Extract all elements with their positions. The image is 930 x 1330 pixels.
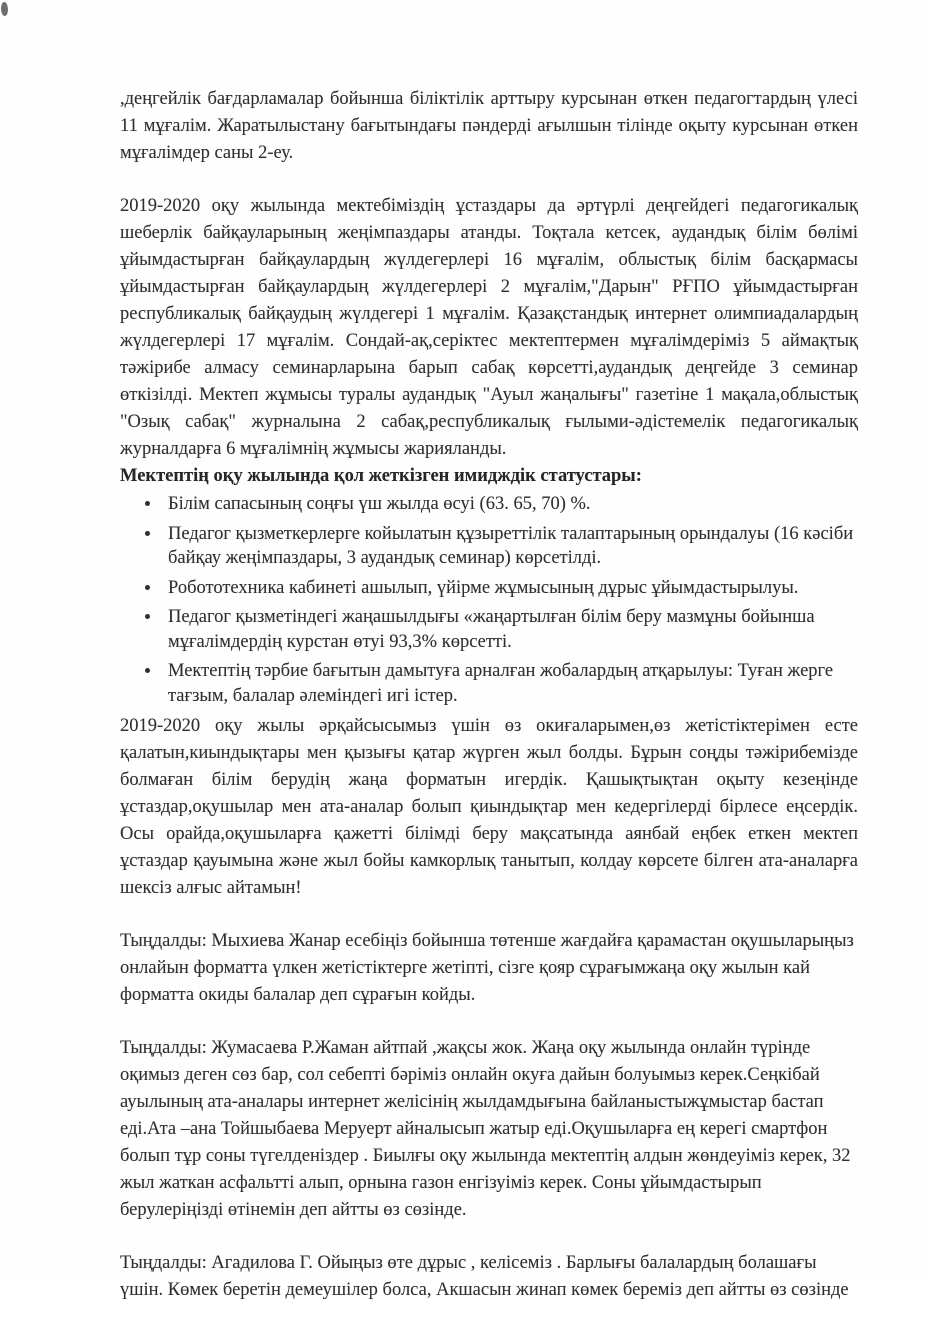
- paragraph-heard-zhumasaeva: Тыңдалды: Жумасаева Р.Жаман айтпай ,жақсы жок. Жаңа оқу жылында онлайн түрінде оқимыз деген сөз бар, сол себепті бәріміз онлайн окуға дайын болуымыз керек.Сеңкібай ауылының ата-аналары интернет желісінің жылдамдығына байланыстыжұмыстар бастап еді.Ата –ана Тойшыбаева Меруерт айналысып жатыр еді.Оқушыларға ең керегі смартфон болып тұр соны түгелденіздер . Биылғы оқу жылында мектептің алдын жөндеуіміз керек, 32 жыл жаткан асфальтті алып, орнына газон енгізуіміз керек. Соны ұйымдастырып берулеріңізді өтінемін деп айтты өз сөзінде.: [120, 1038, 851, 1220]
- list-item-upbringing-projects: • Мектептің тәрбие бағытын дамытуға арналған жобалардың атқарылуы: Туған жерге тағзым, балалар әлеміндегі игі істер.: [162, 659, 858, 708]
- list-item-robotics-cabinet: • Робототехника кабинеті ашылып, үйірме жұмысының дұрыс ұйымдастырылуы.: [162, 576, 858, 601]
- paragraph-heard-agadilova: Тыңдалды: Агадилова Г. Ойыңыз өте дұрыс , келісеміз . Барлығы балалардың болашағы үшін. Көмек беретін демеушілер болса, Акшасын жинап көмек береміз деп айтты өз сөзінде: [120, 1253, 849, 1300]
- section-heading-image-statuses: Мектептің оқу жылында қол жеткізген имидждік статустары:: [120, 466, 642, 486]
- list-item-quality-growth: • Білім сапасының соңғы үш жылда өсуі (63. 65, 70) %.: [162, 492, 858, 517]
- list-item-updated-curriculum: • Педагог қызметіндегі жаңашылдығы «жаңартылған білім беру мазмұны бойынша мұғалімдердің курстан өтуі 93,3% көрсетті.: [162, 605, 858, 654]
- paragraph-year-summary: 2019-2020 оқу жылы әрқайсысымыз үшін өз окиғаларымен,өз жетістіктерімен есте қалатын,киындықтары мен қызығы қатар жүрген жыл болды. Бұрын соңды тәжірибемізде болмаған білім берудің жаңа форматын игердік. Қашықтықтан оқыту кезеңінде ұстаздар,оқушылар мен ата-аналар болып қиындықтар мен кедергілерді бірлесе еңсердік. Осы орайда,оқушыларға қажетті білімді беру мақсатында аянбай еңбек еткен мектеп ұстаздар қауымына және жыл бойы камкорлық танытып, колдау көрсете білген ата-аналарға шексіз алғыс айтамын!: [120, 716, 858, 898]
- document-body: [120, 86, 858, 1330]
- list-item-competency-requirements: • Педагог қызметкерлерге койылатын құзыреттілік талаптарының орындалуы (16 кәсіби байқау жеңімпаздары, 3 аудандық семинар) көрсетілді.: [162, 522, 858, 571]
- paragraph-heard-mykhieva: Тыңдалды: Мыхиева Жанар есебіңіз бойынша төтенше жағдайға қарамастан оқушыларыңыз онлайын форматта үлкен жетістіктерге жетіпті, сізге қояр сұрағымжаңа оқу жылын кай форматта окиды балалар деп сұрағын койды.: [120, 931, 854, 1005]
- scan-corner-artifact: [1, 2, 8, 16]
- paragraph-contest-winners: 2019-2020 оқу жылында мектебіміздің ұстаздары да әртүрлі деңгейдегі педагогикалық шеберлік байқауларының жеңімпаздары атанды. Тоқтала кетсек, аудандық білім бөлімі ұйымдастырған байқаулардың жүлдегерлері 16 мұғалім, облыстық білім басқармасы ұйымдастырған байқаулардың жүлдегерлері 2 мұғалім,"Дарын" РҒПО ұйымдастырған республикалық байқаудың жүлдегері 1 мұғалім. Қазақстандық интернет олимпиадалардың жүлдегерлері 17 мұғалім. Сондай-ақ,серіктес мектептермен мұғалімдеріміз 5 аймақтық тәжірибе алмасу семинарларына барып сабақ көрсетті,аудандық деңгейде 3 семинар өткізілді. Мектеп жұмысы туралы аудандық "Ауыл жаңалығы" газетіне 1 мақала,облыстық "Озық сабақ" журналына 2 сабақ,республикалық ғылыми-әдістемелік педагогикалық журналдарға 6 мұғалімнің жұмысы жарияланды.: [120, 196, 858, 459]
- status-bullet-list: [120, 492, 858, 708]
- paragraph-teacher-courses: ,деңгейлік бағдарламалар бойынша біліктілік арттыру курсынан өткен педагогтардың үлесі 11 мұғалім. Жаратылыстану бағытындағы пәндерді ағылшын тілінде оқыту курсынан өткен мұғалімдер саны 2-еу.: [120, 89, 858, 163]
